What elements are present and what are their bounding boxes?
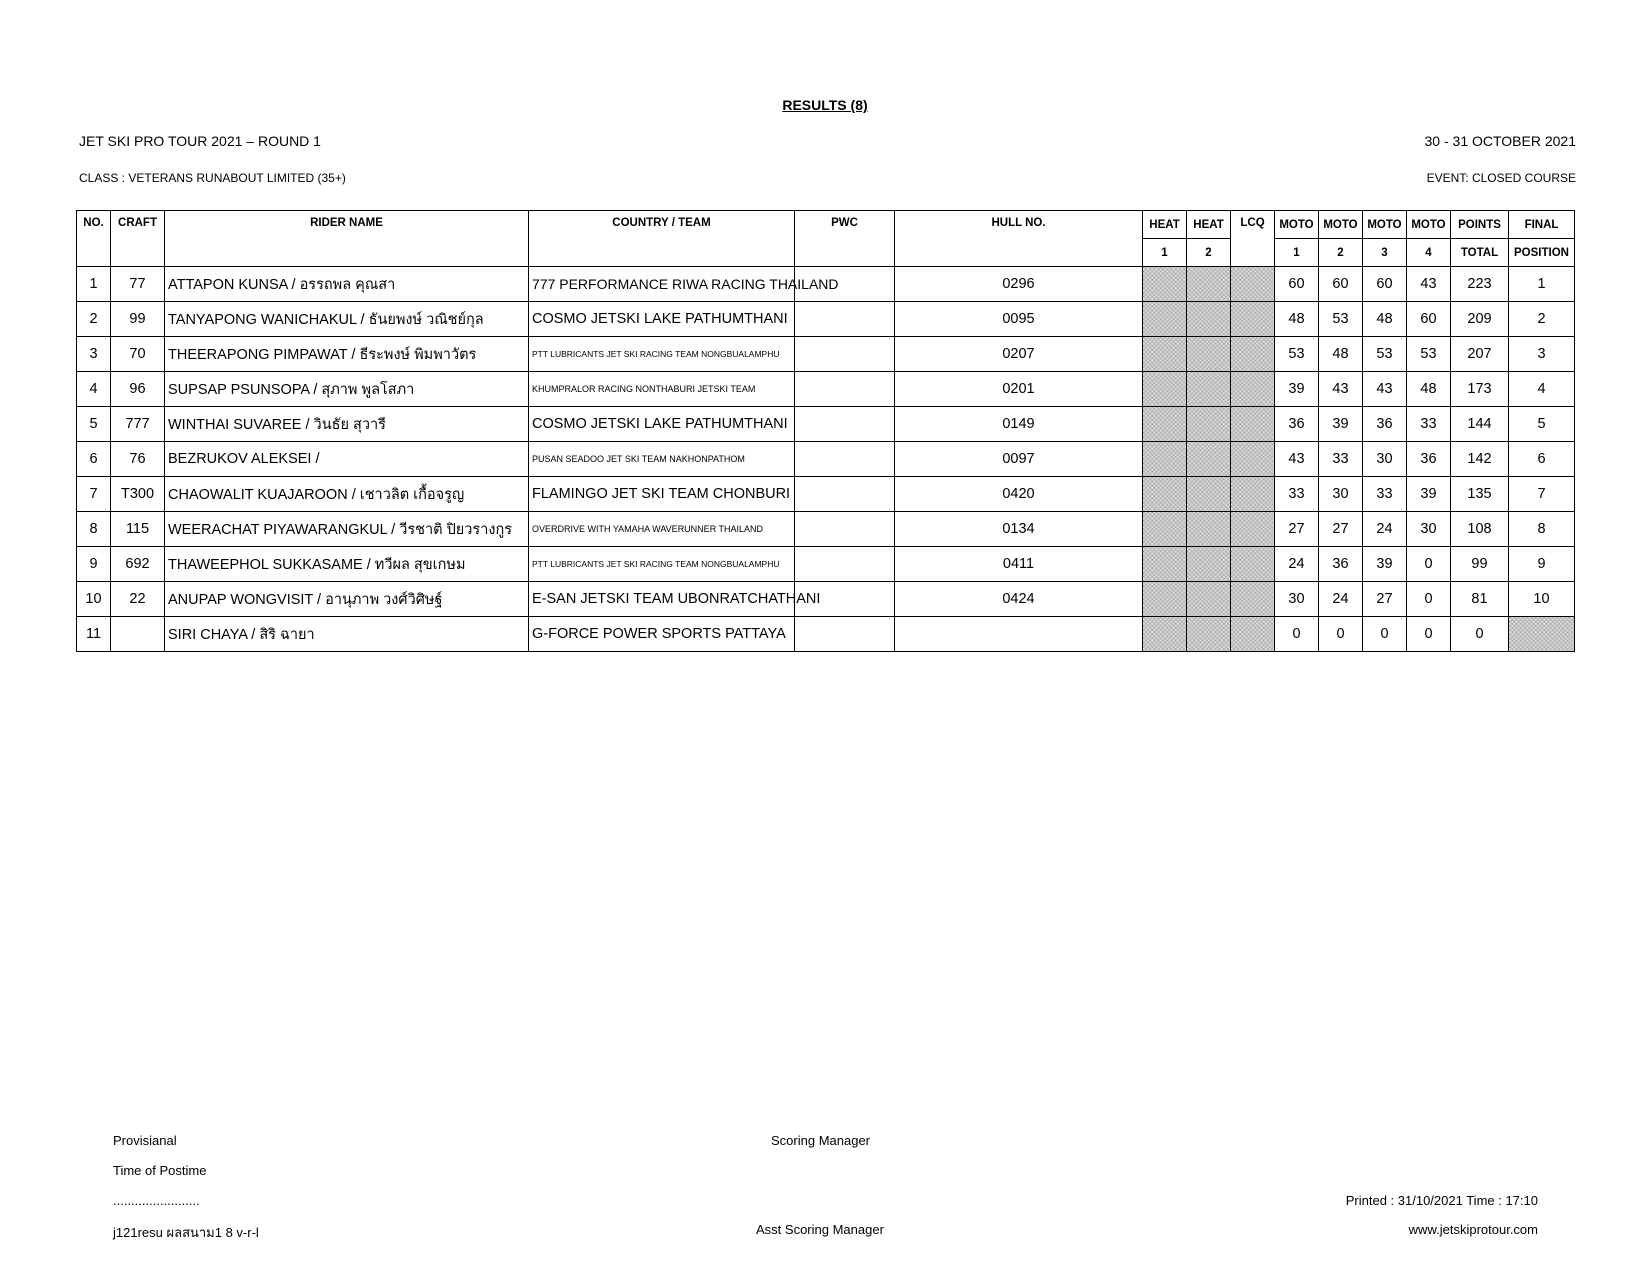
cell-points-total: 207 [1451,337,1509,372]
col-no: NO. [77,211,111,267]
table-row [77,442,1575,477]
col-moto4: MOTO [1407,211,1451,239]
cell-rider-name: ANUPAP WONGVISIT / อานุภาพ วงศ์วิศิษฐ์ [165,582,529,617]
col-craft: CRAFT [111,211,165,267]
cell-moto3: 27 [1363,582,1407,617]
cell-points-total: 99 [1451,547,1509,582]
cell-heat1 [1143,337,1187,372]
cell-heat2 [1187,442,1231,477]
cell-no: 5 [77,407,111,442]
results-table [76,210,1575,652]
cell-moto4: 0 [1407,582,1451,617]
cell-heat2 [1187,582,1231,617]
col-moto1: MOTO [1275,211,1319,239]
event-type: EVENT: CLOSED COURSE [1426,171,1576,185]
cell-hull-no: 0097 [895,442,1143,477]
cell-final-position: 3 [1509,337,1575,372]
cell-country-team: FLAMINGO JET SKI TEAM CHONBURI [529,477,795,512]
col-heat1-num: 1 [1143,239,1187,267]
cell-heat1 [1143,512,1187,547]
cell-final-position: 5 [1509,407,1575,442]
col-moto1-num: 1 [1275,239,1319,267]
cell-moto3: 24 [1363,512,1407,547]
cell-pwc [795,547,895,582]
cell-moto1: 39 [1275,372,1319,407]
cell-pwc [795,477,895,512]
cell-craft: T300 [111,477,165,512]
cell-points-total: 142 [1451,442,1509,477]
cell-moto4: 0 [1407,547,1451,582]
event-name: JET SKI PRO TOUR 2021 – ROUND 1 [79,133,321,149]
col-points: POINTS [1451,211,1509,239]
cell-moto3: 33 [1363,477,1407,512]
cell-heat2 [1187,547,1231,582]
cell-hull-no: 0201 [895,372,1143,407]
cell-rider-name: TANYAPONG WANICHAKUL / ธันยพงษ์ วณิชย์กุล [165,302,529,337]
cell-heat2 [1187,337,1231,372]
col-rider-name: RIDER NAME [165,211,529,267]
col-pwc: PWC [795,211,895,267]
cell-moto2: 24 [1319,582,1363,617]
table-row [77,372,1575,407]
cell-pwc [795,512,895,547]
cell-heat2 [1187,512,1231,547]
time-of-posting-label: Time of Postime [113,1163,207,1178]
cell-no: 4 [77,372,111,407]
col-heat1: HEAT [1143,211,1187,239]
table-row [77,267,1575,302]
col-moto3: MOTO [1363,211,1407,239]
cell-country-team: KHUMPRALOR RACING NONTHABURI JETSKI TEAM [529,372,795,407]
cell-points-total: 209 [1451,302,1509,337]
cell-points-total: 223 [1451,267,1509,302]
cell-heat1 [1143,442,1187,477]
cell-hull-no: 0420 [895,477,1143,512]
class-label: CLASS : VETERANS RUNABOUT LIMITED (35+) [79,171,346,185]
cell-points-total: 173 [1451,372,1509,407]
cell-moto1: 0 [1275,617,1319,652]
cell-country-team: PTT LUBRICANTS JET SKI RACING TEAM NONGBUALAMPHU [529,337,795,372]
cell-moto2: 39 [1319,407,1363,442]
col-heat2: HEAT [1187,211,1231,239]
table-row [77,512,1575,547]
cell-moto4: 43 [1407,267,1451,302]
cell-hull-no: 0411 [895,547,1143,582]
cell-moto2: 30 [1319,477,1363,512]
cell-moto2: 53 [1319,302,1363,337]
cell-no: 6 [77,442,111,477]
cell-hull-no: 0424 [895,582,1143,617]
col-final: FINAL [1509,211,1575,239]
cell-craft: 76 [111,442,165,477]
cell-hull-no: 0134 [895,512,1143,547]
cell-final-position: 2 [1509,302,1575,337]
cell-heat1 [1143,267,1187,302]
cell-craft: 99 [111,302,165,337]
cell-final-position [1509,617,1575,652]
cell-rider-name: THEERAPONG PIMPAWAT / ธีระพงษ์ พิมพาวัตร [165,337,529,372]
cell-points-total: 0 [1451,617,1509,652]
cell-country-team: COSMO JETSKI LAKE PATHUMTHANI [529,302,795,337]
header-row [77,211,1575,239]
table-row [77,407,1575,442]
col-country-team: COUNTRY / TEAM [529,211,795,267]
cell-hull-no: 0207 [895,337,1143,372]
cell-country-team: G-FORCE POWER SPORTS PATTAYA [529,617,795,652]
cell-moto4: 60 [1407,302,1451,337]
cell-final-position: 6 [1509,442,1575,477]
cell-hull-no: 0296 [895,267,1143,302]
cell-final-position: 4 [1509,372,1575,407]
cell-craft: 96 [111,372,165,407]
cell-moto4: 33 [1407,407,1451,442]
cell-moto4: 48 [1407,372,1451,407]
cell-moto3: 30 [1363,442,1407,477]
cell-rider-name: WEERACHAT PIYAWARANGKUL / วีรชาติ ปิยวรางกูร [165,512,529,547]
cell-heat2 [1187,407,1231,442]
col-moto3-num: 3 [1363,239,1407,267]
cell-pwc [795,442,895,477]
table-row [77,477,1575,512]
cell-moto2: 0 [1319,617,1363,652]
cell-heat1 [1143,617,1187,652]
cell-lcq [1231,337,1275,372]
cell-moto1: 53 [1275,337,1319,372]
cell-lcq [1231,477,1275,512]
cell-final-position: 1 [1509,267,1575,302]
table-row [77,582,1575,617]
cell-heat2 [1187,267,1231,302]
table-row [77,337,1575,372]
cell-pwc [795,302,895,337]
cell-moto1: 30 [1275,582,1319,617]
cell-moto2: 48 [1319,337,1363,372]
cell-moto4: 36 [1407,442,1451,477]
cell-craft: 115 [111,512,165,547]
cell-heat1 [1143,302,1187,337]
col-moto4-num: 4 [1407,239,1451,267]
cell-no: 10 [77,582,111,617]
cell-hull-no [895,617,1143,652]
cell-heat1 [1143,372,1187,407]
col-hull-no: HULL NO. [895,211,1143,267]
cell-moto3: 48 [1363,302,1407,337]
cell-final-position: 8 [1509,512,1575,547]
cell-country-team: PTT LUBRICANTS JET SKI RACING TEAM NONGBUALAMPHU [529,547,795,582]
cell-moto3: 60 [1363,267,1407,302]
results-body [77,267,1575,652]
cell-no: 1 [77,267,111,302]
cell-moto1: 36 [1275,407,1319,442]
cell-country-team: PUSAN SEADOO JET SKI TEAM NAKHONPATHOM [529,442,795,477]
table-row [77,547,1575,582]
cell-no: 11 [77,617,111,652]
table-row [77,617,1575,652]
col-moto2-num: 2 [1319,239,1363,267]
cell-moto4: 39 [1407,477,1451,512]
cell-hull-no: 0149 [895,407,1143,442]
cell-craft [111,617,165,652]
cell-rider-name: SUPSAP PSUNSOPA / สุภาพ พูลโสภา [165,372,529,407]
provisional-label: Provisianal [113,1133,177,1148]
cell-pwc [795,617,895,652]
cell-lcq [1231,617,1275,652]
cell-country-team: 777 PERFORMANCE RIWA RACING THAILAND [529,267,795,302]
cell-pwc [795,372,895,407]
cell-moto2: 60 [1319,267,1363,302]
cell-rider-name: BEZRUKOV ALEKSEI / [165,442,529,477]
cell-country-team: OVERDRIVE WITH YAMAHA WAVERUNNER THAILAND [529,512,795,547]
col-moto2: MOTO [1319,211,1363,239]
cell-no: 3 [77,337,111,372]
cell-lcq [1231,442,1275,477]
cell-moto2: 27 [1319,512,1363,547]
cell-final-position: 10 [1509,582,1575,617]
scoring-manager-label: Scoring Manager [771,1133,870,1148]
cell-moto4: 30 [1407,512,1451,547]
cell-moto4: 53 [1407,337,1451,372]
cell-rider-name: CHAOWALIT KUAJAROON / เชาวลิต เกื้อจรูญ [165,477,529,512]
website-link[interactable]: www.jetskiprotour.com [1408,1222,1538,1237]
cell-moto3: 0 [1363,617,1407,652]
table-row [77,302,1575,337]
cell-hull-no: 0095 [895,302,1143,337]
col-heat2-num: 2 [1187,239,1231,267]
file-reference: j121resu ผลสนาม1 8 v-r-l [113,1225,259,1240]
cell-moto3: 53 [1363,337,1407,372]
cell-pwc [795,407,895,442]
cell-craft: 77 [111,267,165,302]
col-lcq: LCQ [1231,211,1275,267]
cell-lcq [1231,407,1275,442]
cell-lcq [1231,582,1275,617]
cell-craft: 22 [111,582,165,617]
cell-moto3: 43 [1363,372,1407,407]
cell-points-total: 108 [1451,512,1509,547]
event-dates: 30 - 31 OCTOBER 2021 [1424,133,1576,149]
cell-moto1: 27 [1275,512,1319,547]
cell-craft: 692 [111,547,165,582]
cell-moto2: 43 [1319,372,1363,407]
cell-heat1 [1143,407,1187,442]
cell-moto1: 60 [1275,267,1319,302]
col-points-total: TOTAL [1451,239,1509,267]
cell-craft: 70 [111,337,165,372]
cell-heat2 [1187,477,1231,512]
cell-heat1 [1143,477,1187,512]
cell-rider-name: ATTAPON KUNSA / อรรถพล คุณสา [165,267,529,302]
cell-country-team: COSMO JETSKI LAKE PATHUMTHANI [529,407,795,442]
cell-craft: 777 [111,407,165,442]
cell-moto1: 24 [1275,547,1319,582]
cell-rider-name: THAWEEPHOL SUKKASAME / ทวีผล สุขเกษม [165,547,529,582]
cell-no: 8 [77,512,111,547]
cell-moto3: 39 [1363,547,1407,582]
cell-country-team: E-SAN JETSKI TEAM UBONRATCHATHANI [529,582,795,617]
cell-rider-name: SIRI CHAYA / สิริ ฉายา [165,617,529,652]
cell-pwc [795,337,895,372]
signature-line: ........................ [113,1193,200,1208]
cell-points-total: 144 [1451,407,1509,442]
cell-lcq [1231,267,1275,302]
cell-heat2 [1187,302,1231,337]
cell-moto3: 36 [1363,407,1407,442]
cell-no: 2 [77,302,111,337]
cell-heat1 [1143,547,1187,582]
cell-heat1 [1143,582,1187,617]
cell-moto2: 33 [1319,442,1363,477]
cell-no: 7 [77,477,111,512]
cell-moto2: 36 [1319,547,1363,582]
cell-lcq [1231,512,1275,547]
asst-scoring-manager-label: Asst Scoring Manager [756,1222,884,1237]
cell-lcq [1231,547,1275,582]
cell-points-total: 81 [1451,582,1509,617]
col-final-position: POSITION [1509,239,1575,267]
cell-rider-name: WINTHAI SUVAREE / วินธัย สุวารี [165,407,529,442]
cell-lcq [1231,372,1275,407]
cell-heat2 [1187,372,1231,407]
cell-no: 9 [77,547,111,582]
cell-final-position: 7 [1509,477,1575,512]
cell-final-position: 9 [1509,547,1575,582]
printed-timestamp: Printed : 31/10/2021 Time : 17:10 [1345,1193,1538,1208]
cell-moto1: 43 [1275,442,1319,477]
cell-points-total: 135 [1451,477,1509,512]
cell-moto4: 0 [1407,617,1451,652]
page-title: RESULTS (8) [782,97,868,113]
cell-heat2 [1187,617,1231,652]
cell-moto1: 48 [1275,302,1319,337]
cell-lcq [1231,302,1275,337]
cell-moto1: 33 [1275,477,1319,512]
